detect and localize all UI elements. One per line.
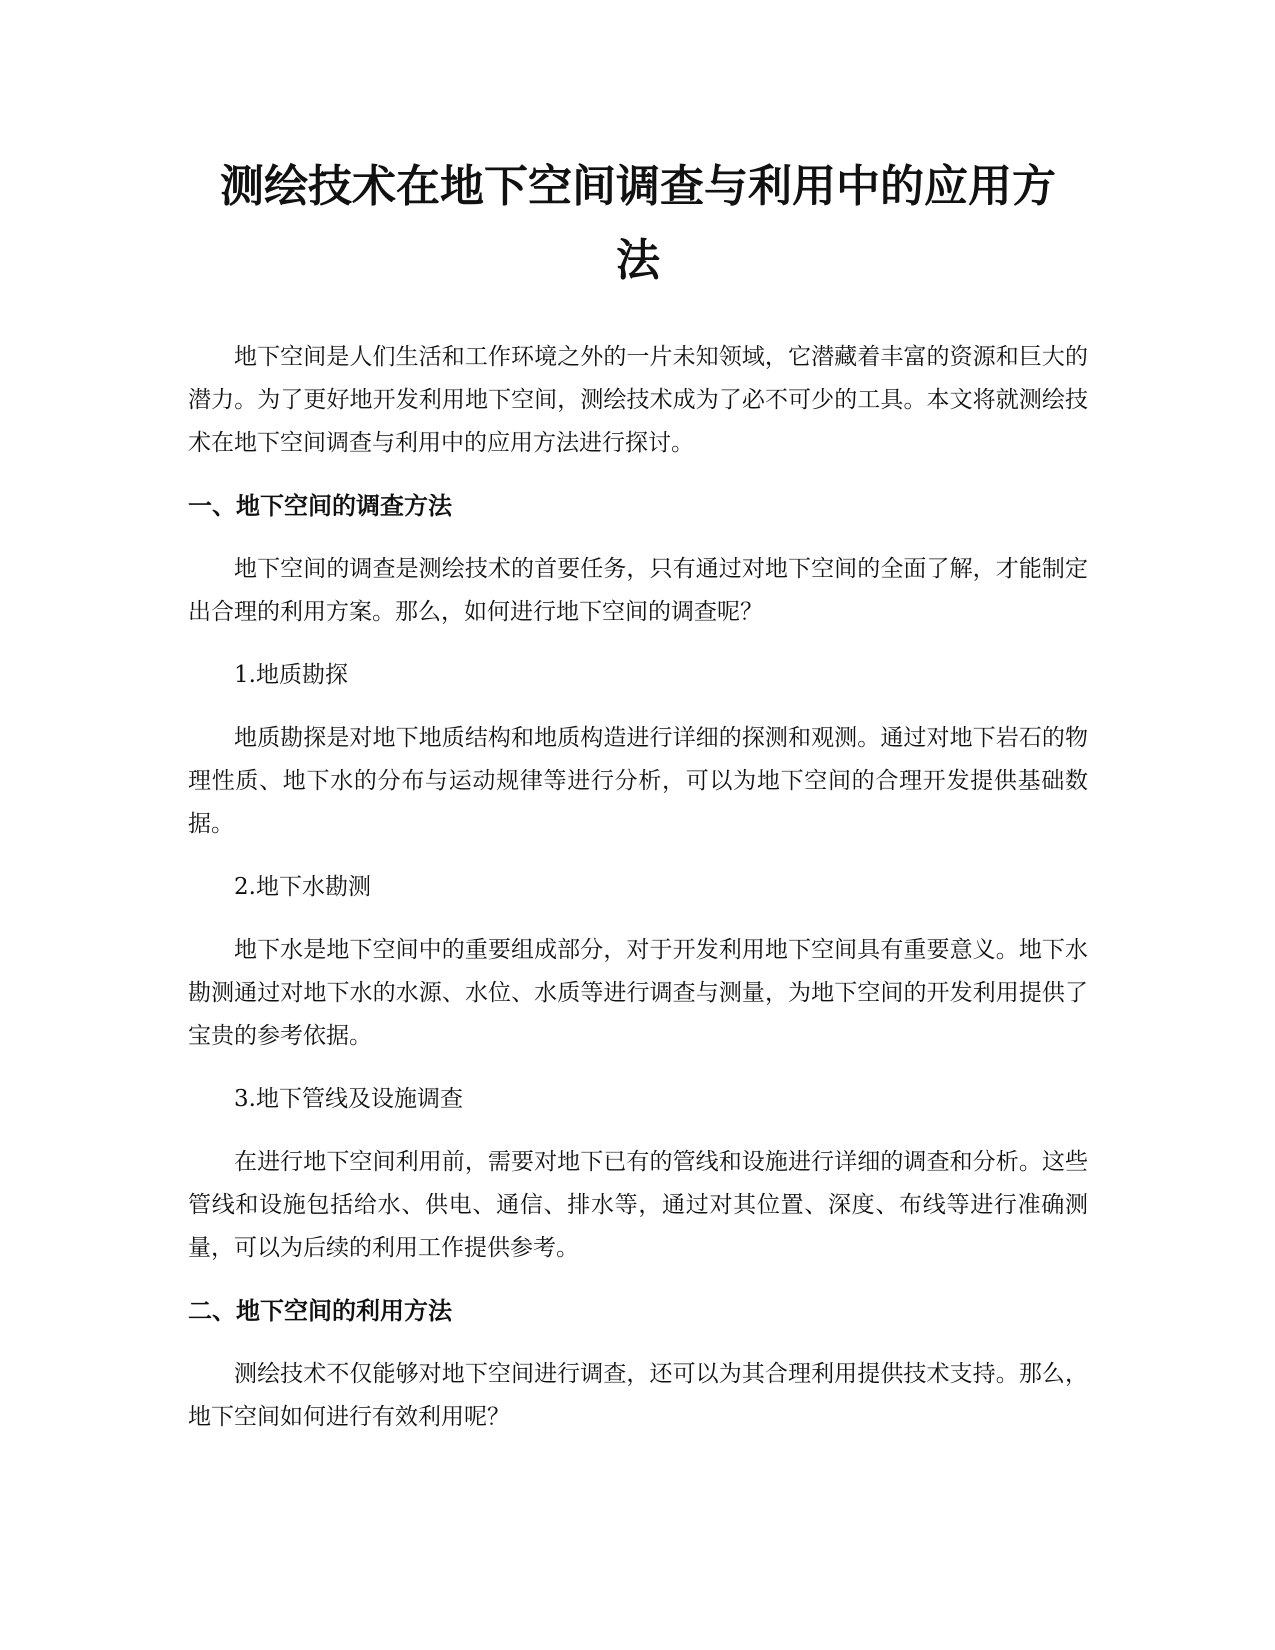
item-2-text: 地下水是地下空间中的重要组成部分，对于开发利用地下空间具有重要意义。地下水勘测通过对地下水的水源、水位、水质等进行调查与测量，为地下空间的开发利用提供了宝贵的参考依据。 [188, 937, 1088, 1049]
section-2-heading: 二、地下空间的利用方法 [188, 1297, 452, 1325]
item-3-text: 在进行地下空间利用前，需要对地下已有的管线和设施进行详细的调查和分析。这些管线和设施包括给水、供电、通信、排水等，通过对其位置、深度、布线等进行准确测量，可以为后续的利用工作提供参考。 [188, 1149, 1088, 1261]
title-line-1: 测绘技术在地下空间调查与利用中的应用方 [220, 161, 1056, 212]
document-body [188, 336, 1088, 1439]
item-1-text: 地质勘探是对地下地质结构和地质构造进行详细的探测和观测。通过对地下岩石的物理性质、地下水的分布与运动规律等进行分析，可以为地下空间的合理开发提供基础数据。 [188, 725, 1088, 837]
document-title [188, 150, 1088, 298]
section-2-intro: 测绘技术不仅能够对地下空间进行调查，还可以为其合理利用提供技术支持。那么，地下空间如何进行有效利用呢？ [188, 1361, 1088, 1430]
section-1-intro: 地下空间的调查是测绘技术的首要任务，只有通过对地下空间的全面了解，才能制定出合理的利用方案。那么，如何进行地下空间的调查呢？ [188, 556, 1088, 625]
item-2-title: 2.地下水勘测 [234, 874, 371, 900]
item-1-title: 1.地质勘探 [234, 662, 348, 688]
item-3-title: 3.地下管线及设施调查 [234, 1086, 463, 1112]
document-page [188, 150, 1088, 1459]
title-line-2: 法 [616, 235, 660, 286]
intro-paragraph: 地下空间是人们生活和工作环境之外的一片未知领域，它潜藏着丰富的资源和巨大的潜力。为了更好地开发利用地下空间，测绘技术成为了必不可少的工具。本文将就测绘技术在地下空间调查与利用中的应用方法进行探讨。 [188, 344, 1088, 456]
section-1-heading: 一、地下空间的调查方法 [188, 492, 452, 520]
